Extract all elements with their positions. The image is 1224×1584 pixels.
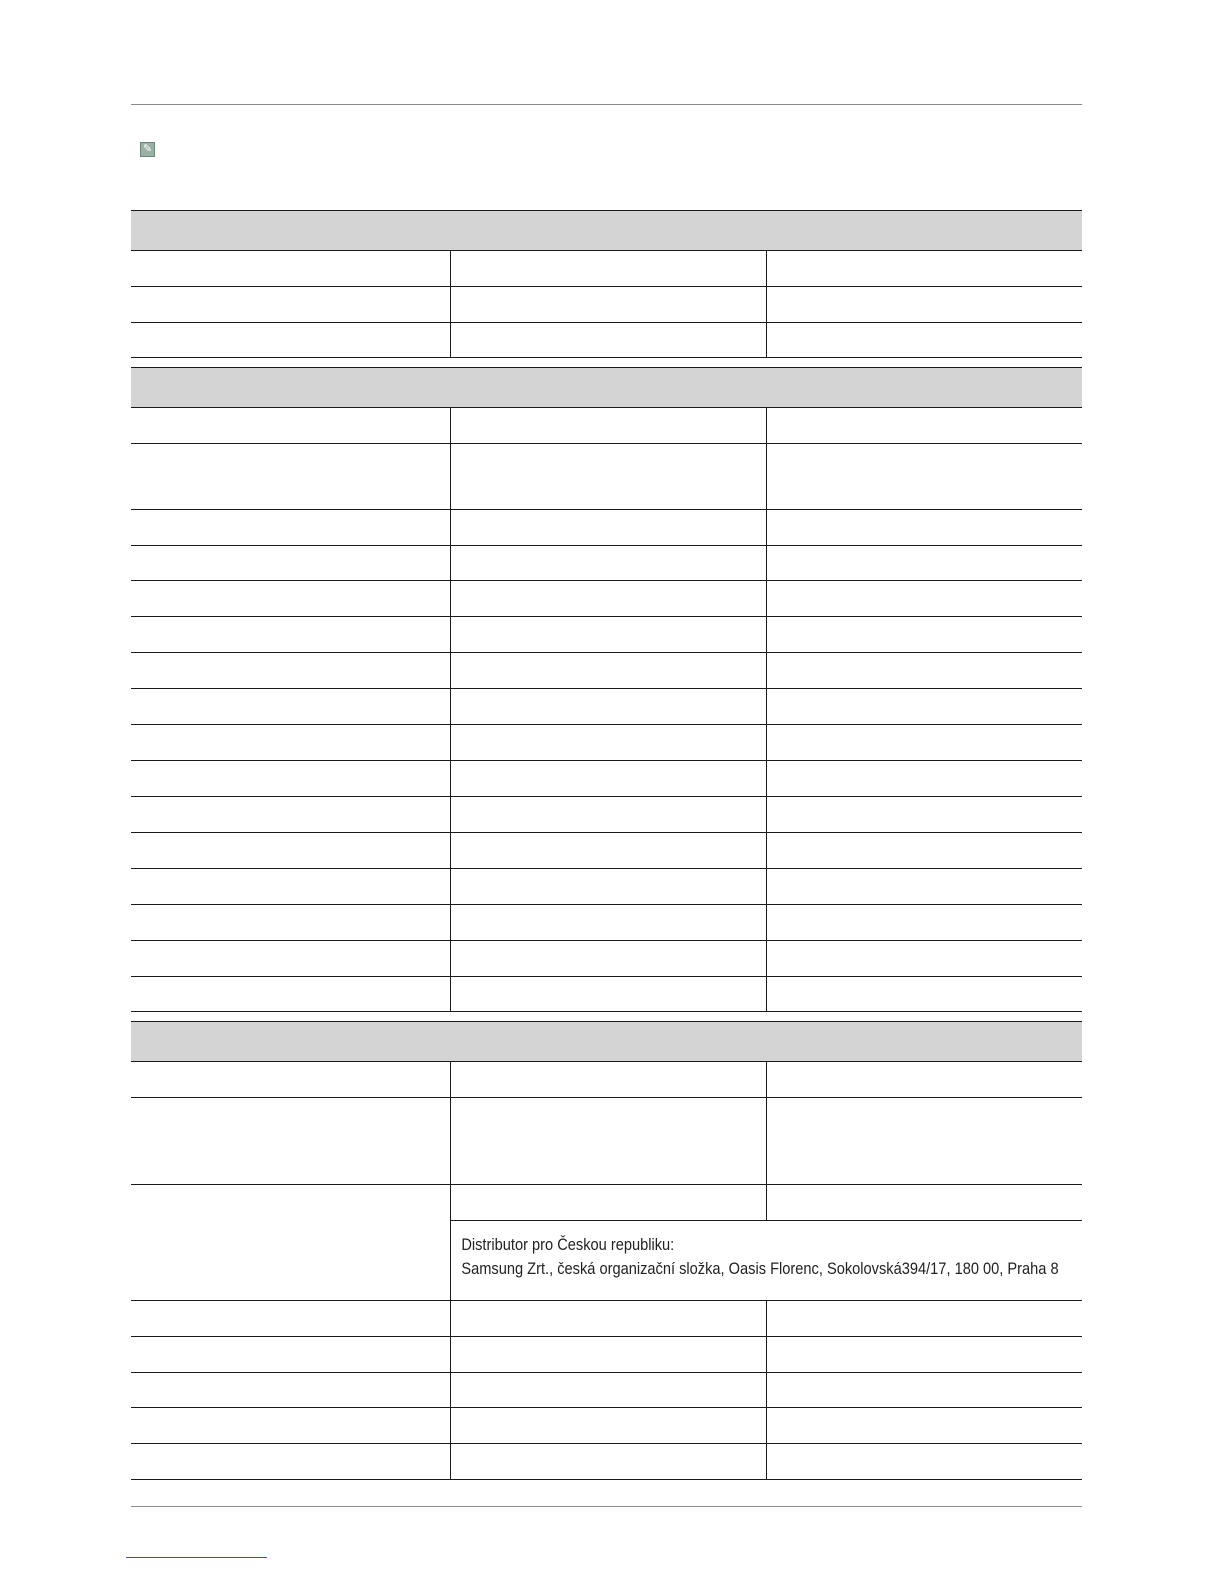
table-row <box>131 546 1082 581</box>
table-row <box>131 287 1082 323</box>
table-row <box>131 761 1082 797</box>
table-row <box>131 510 1082 546</box>
distributor-address: Samsung Zrt., česká organizační složka, Oasis Florenc, Sokolovská394/17, 180 00, Praha 8 <box>461 1259 1059 1278</box>
table-row <box>131 833 1082 869</box>
section-header <box>131 367 1082 408</box>
table-row <box>131 581 1082 617</box>
table-row-distributor <box>131 1185 1082 1301</box>
table-row <box>131 1444 1082 1480</box>
table-row <box>131 444 1082 510</box>
table-row <box>131 1373 1082 1408</box>
table-row <box>131 905 1082 941</box>
table-row <box>131 689 1082 725</box>
pencil-note-icon: ✎ <box>140 142 155 157</box>
table-row <box>131 1337 1082 1373</box>
table-row <box>131 1408 1082 1444</box>
section-header <box>131 1021 1082 1062</box>
distributor-text <box>451 1221 1059 1300</box>
table-row <box>131 617 1082 653</box>
section-gap <box>131 357 1082 367</box>
table-row <box>131 1301 1082 1337</box>
spec-table <box>131 210 1082 1480</box>
footer-link-underline[interactable] <box>126 1557 267 1558</box>
table-row <box>131 725 1082 761</box>
table-row <box>131 653 1082 689</box>
header-rule <box>131 104 1082 105</box>
table-row <box>131 869 1082 905</box>
table-row <box>131 941 1082 977</box>
table-row <box>131 1098 1082 1185</box>
table-row <box>131 1062 1082 1098</box>
section-header <box>131 211 1082 251</box>
table-row <box>131 408 1082 444</box>
table-row <box>131 323 1082 357</box>
table-row <box>131 977 1082 1011</box>
section-gap <box>131 1011 1082 1021</box>
table-row <box>131 251 1082 287</box>
table-row <box>131 797 1082 833</box>
distributor-heading: Distributor pro Českou republiku: <box>461 1235 675 1254</box>
footer-rule <box>131 1506 1082 1507</box>
